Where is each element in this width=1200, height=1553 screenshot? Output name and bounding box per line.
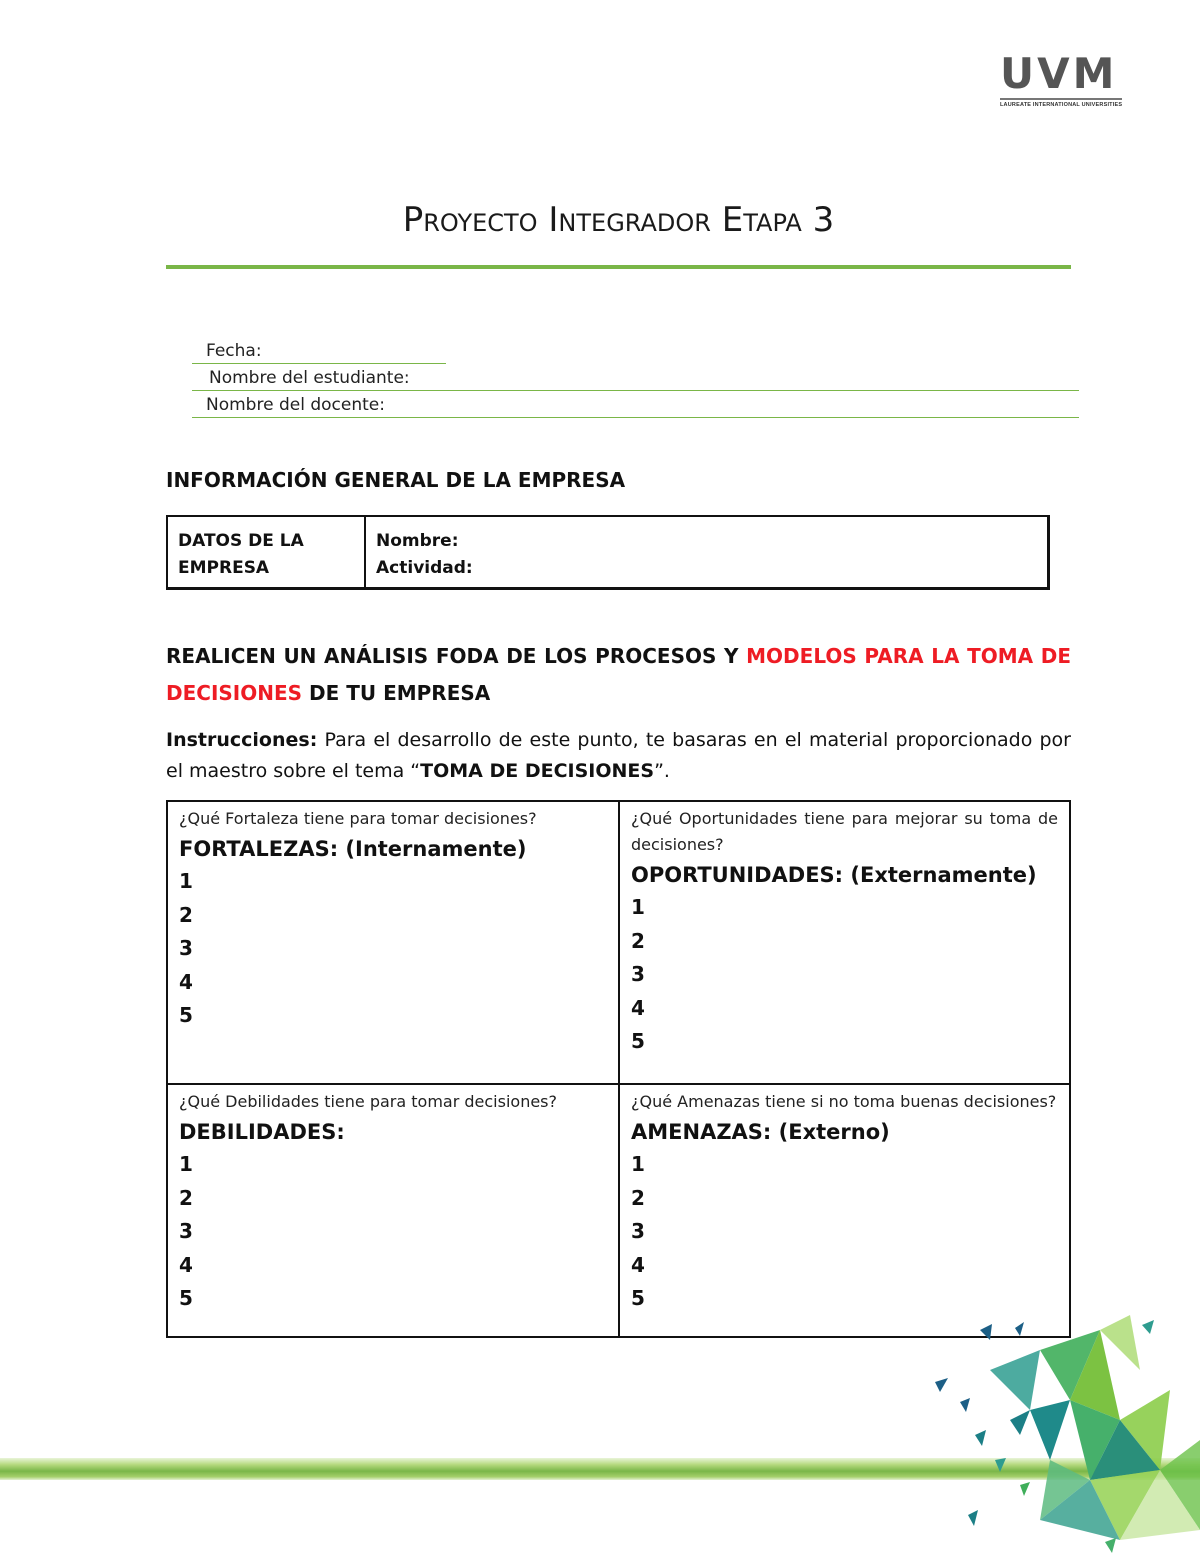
fortalezas-label: FORTALEZAS: (Internamente) [179, 837, 527, 861]
list-item: 1 [179, 1152, 193, 1176]
list-item: 3 [631, 1219, 645, 1243]
list-item: 2 [631, 928, 645, 953]
fortalezas-cell[interactable] [168, 802, 618, 1083]
company-table [166, 515, 1050, 590]
list-item: 3 [631, 962, 645, 986]
title-number: 3 [812, 200, 835, 240]
fecha-line[interactable] [192, 363, 446, 364]
debilidades-label: DEBILIDADES: [179, 1120, 345, 1144]
instructions-emphasis: TOMA DE DECISIONES [420, 760, 655, 782]
logo-wordmark: UVM [1000, 49, 1118, 98]
list-item: 5 [631, 1286, 645, 1310]
oportunidades-list [631, 891, 1058, 1059]
docente-line[interactable] [192, 417, 1079, 418]
instructions-text: Para el desarrollo de este punto, te basaras en el material proporcionado por el maestro sobre el tema “ [166, 729, 1071, 782]
uvm-logo [1000, 49, 1123, 112]
title-word-1: Proyecto [402, 200, 538, 240]
fecha-label: Fecha: [206, 341, 262, 361]
list-item: 5 [179, 1003, 193, 1027]
list-item: 3 [179, 936, 193, 960]
foda-heading-part3: DE TU EMPRESA [302, 681, 491, 705]
debilidades-cell[interactable] [168, 1085, 618, 1336]
foda-heading-part1: REALICEN UN ANÁLISIS FODA DE LOS PROCESOS Y [166, 644, 747, 668]
amenazas-label: AMENAZAS: (Externo) [631, 1120, 890, 1144]
amenazas-list [631, 1148, 1058, 1316]
company-table-values-cell[interactable] [366, 517, 1047, 609]
list-item: 2 [179, 902, 193, 927]
instructions-paragraph [166, 725, 1071, 787]
title-word-2: Integrador [548, 200, 711, 240]
logo-tagline: LAUREATE INTERNATIONAL UNIVERSITIES [1000, 98, 1122, 108]
foda-heading-highlight: MODELOS PARA LA TOMA DE DECISIONES [166, 644, 1071, 705]
amenazas-question: ¿Qué Amenazas tiene si no toma buenas decisiones? [631, 1092, 1057, 1111]
oportunidades-question: ¿Qué Oportunidades tiene para mejorar su toma de decisiones? [631, 809, 1058, 854]
section-heading: INFORMACIÓN GENERAL DE LA EMPRESA [166, 468, 626, 492]
debilidades-list [179, 1148, 607, 1316]
fortalezas-question: ¿Qué Fortaleza tiene para tomar decisiones? [179, 809, 537, 828]
title-word-3: Etapa [721, 200, 802, 240]
title-divider [166, 265, 1071, 269]
oportunidades-label: OPORTUNIDADES: (Externamente) [631, 863, 1037, 887]
company-header-line2: EMPRESA [178, 558, 270, 578]
decorative-triangles [920, 1310, 1200, 1553]
list-item: 2 [179, 1185, 193, 1210]
page-title [166, 200, 1071, 240]
list-item: 1 [631, 895, 645, 919]
company-table-header-cell [168, 517, 366, 587]
list-item: 5 [179, 1286, 193, 1310]
company-nombre-label: Nombre: [376, 531, 459, 551]
list-item: 4 [631, 995, 645, 1020]
instructions-end: ”. [654, 760, 670, 782]
list-item: 5 [631, 1029, 645, 1053]
company-header-line1: DATOS DE LA [178, 531, 304, 551]
list-item: 4 [631, 1252, 645, 1277]
oportunidades-cell[interactable] [620, 802, 1069, 1083]
foda-table [166, 800, 1071, 1338]
list-item: 2 [631, 1185, 645, 1210]
list-item: 1 [179, 869, 193, 893]
list-item: 1 [631, 1152, 645, 1176]
debilidades-question: ¿Qué Debilidades tiene para tomar decisiones? [179, 1092, 557, 1111]
docente-label: Nombre del docente: [206, 395, 385, 415]
company-actividad-label: Actividad: [376, 558, 473, 578]
estudiante-line[interactable] [192, 390, 1079, 391]
list-item: 4 [179, 1252, 193, 1277]
list-item: 4 [179, 969, 193, 994]
fortalezas-list [179, 865, 607, 1033]
list-item: 3 [179, 1219, 193, 1243]
instructions-label: Instrucciones: [166, 729, 318, 751]
amenazas-cell[interactable] [620, 1085, 1069, 1336]
estudiante-label: Nombre del estudiante: [209, 368, 410, 388]
foda-heading [166, 638, 1071, 712]
